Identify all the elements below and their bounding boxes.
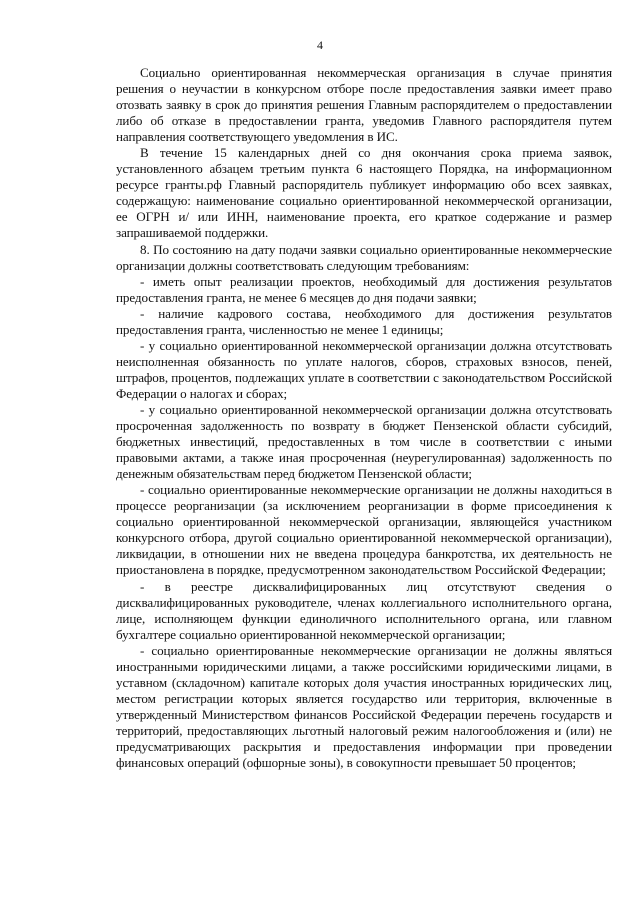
list-item-staff: - наличие кадрового состава, необходимого для достижения результатов предоставления гранта, численностью не менее 1 единицы; [116, 305, 612, 337]
list-item-budget-debt: - у социально ориентированной некоммерческой организации должна отсутствовать просроченная задолженность по возврату в бюджет Пензенской области субсидий, бюджетных инвестиций, предоставленных в том числе в соответствии с иными правовыми актами, а также иная просроченная (неурегулированная) задолженность по денежным обязательствам перед бюджетом Пензенской области; [116, 401, 612, 482]
paragraph-publication: В течение 15 календарных дней со дня окончания срока приема заявок, установленного абзацем третьим пункта 6 настоящего Порядка, на информационном ресурсе гранты.рф Главный распорядитель публикует информацию обо всех заявках, содержащую: наименование социально ориентированной некоммерческой организации, ее ОГРН и/ или ИНН, наименование проекта, его краткое содержание и размер запрашиваемой поддержки. [116, 145, 612, 241]
list-item-experience: - иметь опыт реализации проектов, необходимый для достижения результатов предоставления гранта, не менее 6 месяцев до дня подачи заявки; [116, 273, 612, 305]
document-body [116, 65, 612, 771]
list-item-tax-debt: - у социально ориентированной некоммерческой организации должна отсутствовать неисполненная обязанность по уплате налогов, сборов, страховых взносов, пеней, штрафов, процентов, подлежащих уплате в соответствии с законодательством Российской Федерации о налогах и сборах; [116, 337, 612, 401]
list-item-disqualified: - в реестре дисквалифицированных лиц отсутствуют сведения о дисквалифицированных руководителе, членах коллегиального исполнительного органа, лице, исполняющем функции единоличного исполнительного органа, или главном бухгалтере социально ориентированной некоммерческой организации; [116, 578, 612, 642]
list-item-foreign-entities: - социально ориентированные некоммерческие организации не должны являться иностранными юридическими лицами, а также российскими юридическими лицами, в уставном (складочном) капитале которых доля участия иностранных юридических лиц, местом регистрации которых является государство или территория, включенные в утвержденный Министерством финансов Российской Федерации перечень государств и территорий, предоставляющих льготный налоговый режим налогообложения и (или) не предусматривающих раскрытия и предоставления информации при проведении финансовых операций (офшорные зоны), в совокупности превышает 50 процентов; [116, 642, 612, 771]
paragraph-withdrawal: Социально ориентированная некоммерческая организация в случае принятия решения о неучастии в конкурсном отборе после предоставления заявки имеет право отозвать заявку в срок до принятия решения Главным распорядителем о предоставлении либо об отказе в предоставлении гранта, уведомив Главного распорядителя путем направления соответствующего уведомления в ИС. [116, 65, 612, 145]
page-number: 4 [317, 38, 323, 52]
paragraph-requirements-intro: 8. По состоянию на дату подачи заявки социально ориентированные некоммерческие организации должны соответствовать следующим требованиям: [116, 241, 612, 273]
list-item-reorganization: - социально ориентированные некоммерческие организации не должны находиться в процессе реорганизации (за исключением реорганизации в форме присоединения к социально ориентированной некоммерческой организации, являющейся участником конкурсного отбора, другой социально ориентированной некоммерческой организации), ликвидации, в отношении них не введена процедура банкротства, их деятельность не приостановлена в порядке, предусмотренном законодательством Российской Федерации; [116, 482, 612, 578]
